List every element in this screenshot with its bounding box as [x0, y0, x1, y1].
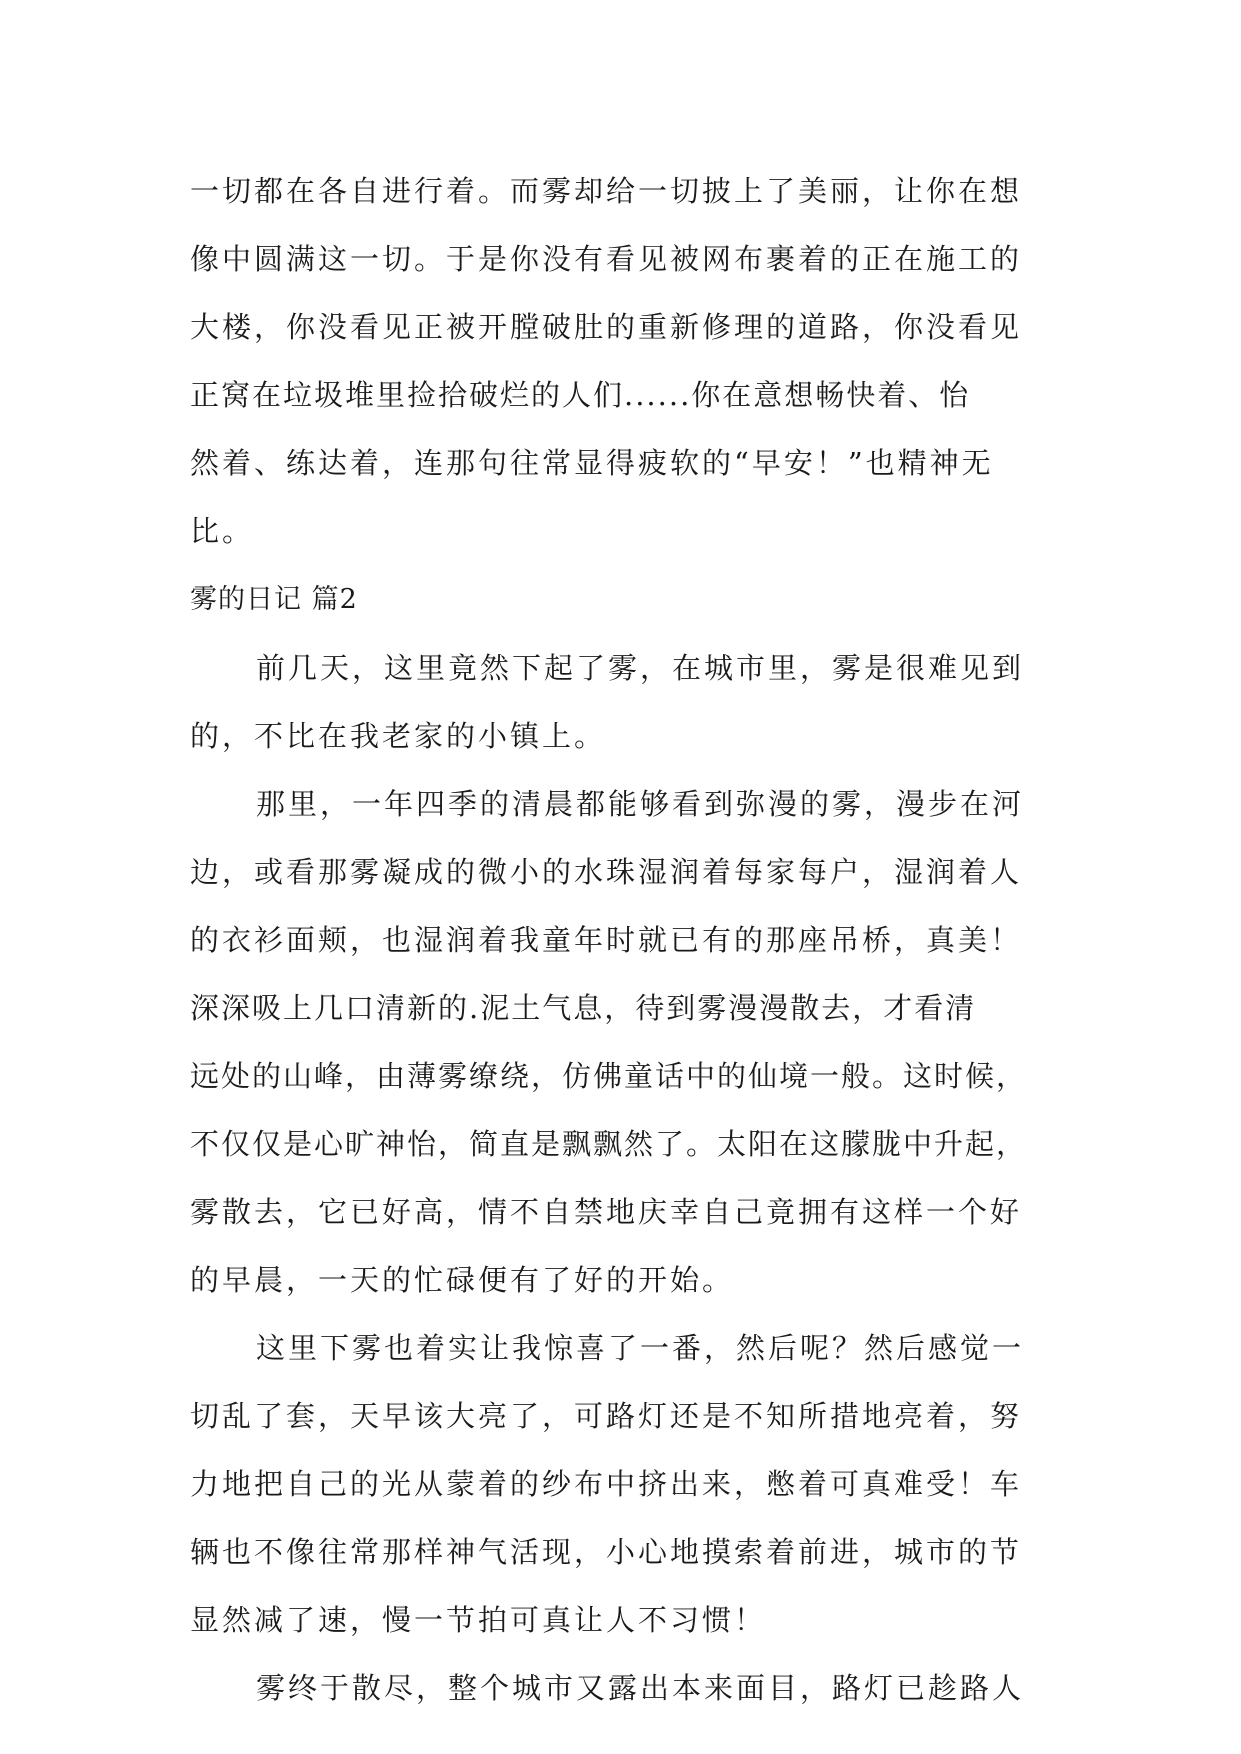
paragraph-1: [190, 634, 1050, 770]
text-line: 大楼，你没看见正被开膛破肚的重新修理的道路，你没看见: [190, 310, 1023, 344]
text-line: 那里，一年四季的清晨都能够看到弥漫的雾，漫步在河: [256, 787, 1025, 821]
text-line: 一切都在各自进行着。而雾却给一切披上了美丽，让你在想: [190, 174, 1023, 208]
text-line: 比。: [190, 514, 255, 548]
text-line: 切乱了套，天早该大亮了，可路灯还是不知所措地亮着，努: [190, 1399, 1023, 1433]
text-line: 辆也不像往常那样神气活现，小心地摸索着前进，城市的节: [190, 1535, 1023, 1569]
body-text: [190, 634, 1050, 1722]
paragraph-3: [190, 1314, 1050, 1654]
text-line: 力地把自己的光从蒙着的纱布中挤出来，憋着可真难受！车: [190, 1467, 1023, 1501]
text-line: 的，不比在我老家的小镇上。: [190, 719, 607, 753]
text-line: 然着、练达着，连那句往常显得疲软的“早安！”也精神无: [190, 446, 994, 480]
text-line: 远处的山峰，由薄雾缭绕，仿佛童话中的仙境一般。这时候，: [190, 1059, 1028, 1093]
section-title: 雾的日记 篇2: [190, 584, 358, 615]
paragraph-4: [190, 1654, 1050, 1722]
text-line: 正窝在垃圾堆里捡拾破烂的人们......你在意想畅快着、怡: [190, 378, 971, 412]
text-line: 深深吸上几口清新的.泥土气息，待到雾漫漫散去，才看清: [190, 991, 977, 1025]
text-line: 边，或看那雾凝成的微小的水珠湿润着每家每户，湿润着人: [190, 855, 1023, 889]
text-line: 雾散去，它已好高，情不自禁地庆幸自己竟拥有这样一个好: [190, 1195, 1023, 1229]
text-line: 前几天，这里竟然下起了雾，在城市里，雾是很难见到: [256, 651, 1025, 685]
text-line: 像中圆满这一切。于是你没有看见被网布裹着的正在施工的: [190, 242, 1023, 276]
text-line: 显然减了速，慢一节拍可真让人不习惯！: [190, 1603, 767, 1637]
paragraph-2: [190, 770, 1050, 1314]
text-line: 的早晨，一天的忙碌便有了好的开始。: [190, 1263, 735, 1297]
continued-paragraph: [190, 157, 1050, 565]
text-line: 不仅仅是心旷神怡，简直是飘飘然了。太阳在这朦胧中升起，: [190, 1127, 1028, 1161]
text-line: 的衣衫面颊，也湿润着我童年时就已有的那座吊桥，真美！: [190, 923, 1023, 957]
text-line: 雾终于散尽，整个城市又露出本来面目，路灯已趁路人: [256, 1671, 1025, 1705]
text-line: 这里下雾也着实让我惊喜了一番，然后呢？然后感觉一: [256, 1331, 1025, 1365]
